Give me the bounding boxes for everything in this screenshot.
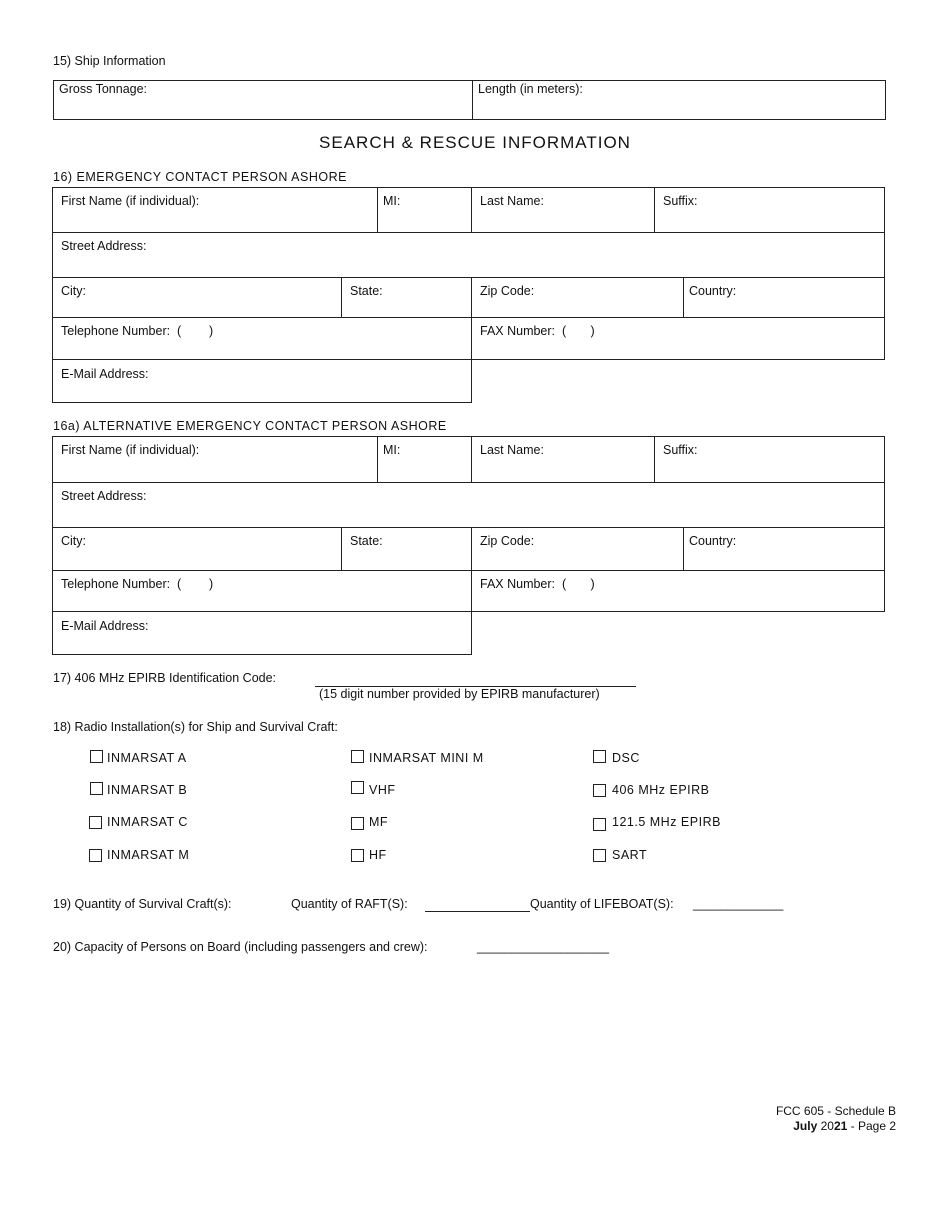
- label-inmarsat-m: INMARSAT M: [107, 848, 190, 862]
- footer-year-suffix: 21: [833, 1119, 848, 1133]
- capacity-input[interactable]: ___________________: [477, 940, 610, 954]
- label-121-5-epirb: 121.5 MHz EPIRB: [612, 815, 721, 829]
- checkbox-inmarsat-a[interactable]: [90, 750, 103, 763]
- epirb-note: (15 digit number provided by EPIRB manufacturer): [319, 687, 600, 701]
- contact2-email-field[interactable]: [52, 611, 472, 655]
- gross-tonnage-label: Gross Tonnage:: [59, 82, 148, 96]
- contact1-heading: 16) EMERGENCY CONTACT PERSON ASHORE: [53, 170, 347, 184]
- contact1-phone-field[interactable]: [53, 318, 472, 359]
- contact1-state-field[interactable]: [342, 278, 472, 318]
- checkbox-dsc[interactable]: [593, 750, 606, 763]
- label-inmarsat-mini-m: INMARSAT MINI M: [369, 751, 484, 765]
- gross-tonnage-field[interactable]: [54, 81, 473, 119]
- ship-info-heading: 15) Ship Information: [53, 54, 166, 68]
- contact1-email-field[interactable]: [52, 359, 472, 403]
- mi-label: MI:: [383, 194, 401, 208]
- label-inmarsat-c: INMARSAT C: [107, 815, 188, 829]
- checkbox-inmarsat-mini-m[interactable]: [351, 750, 364, 763]
- checkbox-121-5-epirb[interactable]: [593, 818, 606, 831]
- contact2-city-field[interactable]: [53, 528, 342, 571]
- phone-label: Telephone Number: ( ): [61, 324, 214, 338]
- zip-label: Zip Code:: [480, 534, 535, 548]
- first-name-label: First Name (if individual):: [61, 443, 200, 457]
- contact2-phone-field[interactable]: [53, 571, 472, 611]
- footer-year-prefix: 20: [817, 1119, 834, 1133]
- section-title: SEARCH & RESCUE INFORMATION: [319, 133, 631, 152]
- epirb-label: 17) 406 MHz EPIRB Identification Code:: [53, 671, 277, 685]
- contact1-suffix-field[interactable]: [655, 188, 884, 233]
- country-label: Country:: [689, 284, 737, 298]
- contact2-suffix-field[interactable]: [655, 437, 884, 483]
- phone-label: Telephone Number: ( ): [61, 577, 214, 591]
- radio-heading: 18) Radio Installation(s) for Ship and Survival Craft:: [53, 720, 338, 734]
- label-inmarsat-b: INMARSAT B: [107, 783, 188, 797]
- contact1-country-field[interactable]: [684, 278, 884, 318]
- contact2-first-name-field[interactable]: [53, 437, 378, 483]
- checkbox-mf[interactable]: [351, 817, 364, 830]
- lifeboats-input[interactable]: _____________: [693, 897, 784, 911]
- contact2-mi-field[interactable]: [378, 437, 472, 483]
- mi-label: MI:: [383, 443, 401, 457]
- email-label: E-Mail Address:: [61, 619, 149, 633]
- label-inmarsat-a: INMARSAT A: [107, 751, 187, 765]
- contact2-fax-field[interactable]: [472, 571, 884, 611]
- checkbox-hf[interactable]: [351, 849, 364, 862]
- footer-month: July: [793, 1119, 818, 1133]
- checkbox-inmarsat-m[interactable]: [89, 849, 102, 862]
- contact2-street-field[interactable]: [53, 483, 884, 528]
- rafts-label: Quantity of RAFT(S):: [291, 897, 408, 911]
- contact2-state-field[interactable]: [342, 528, 472, 571]
- country-label: Country:: [689, 534, 737, 548]
- checkbox-inmarsat-b[interactable]: [90, 782, 103, 795]
- length-label: Length (in meters):: [478, 82, 583, 96]
- contact1-street-field[interactable]: [53, 233, 884, 278]
- last-name-label: Last Name:: [480, 443, 544, 457]
- capacity-label: 20) Capacity of Persons on Board (including passengers and crew):: [53, 940, 428, 954]
- contact2-heading: 16a) ALTERNATIVE EMERGENCY CONTACT PERSON ASHORE: [53, 419, 447, 433]
- contact1-table: [52, 187, 885, 360]
- label-vhf: VHF: [369, 783, 396, 797]
- footer-page: - Page 2: [847, 1119, 896, 1133]
- checkbox-sart[interactable]: [593, 849, 606, 862]
- label-hf: HF: [369, 848, 387, 862]
- footer-form-id: FCC 605 - Schedule B: [775, 1104, 896, 1118]
- lifeboats-label: Quantity of LIFEBOAT(S):: [530, 897, 674, 911]
- first-name-label: First Name (if individual):: [61, 194, 200, 208]
- street-label: Street Address:: [61, 489, 147, 503]
- fax-label: FAX Number: ( ): [480, 324, 595, 338]
- label-sart: SART: [612, 848, 648, 862]
- city-label: City:: [61, 534, 86, 548]
- street-label: Street Address:: [61, 239, 147, 253]
- checkbox-inmarsat-c[interactable]: [89, 816, 102, 829]
- city-label: City:: [61, 284, 86, 298]
- contact1-mi-field[interactable]: [378, 188, 472, 233]
- checkbox-vhf[interactable]: [351, 781, 364, 794]
- state-label: State:: [350, 534, 383, 548]
- survival-label: 19) Quantity of Survival Craft(s):: [53, 897, 232, 911]
- footer-date-page: [793, 1119, 896, 1133]
- checkbox-406-epirb[interactable]: [593, 784, 606, 797]
- suffix-label: Suffix:: [663, 443, 698, 457]
- email-label: E-Mail Address:: [61, 367, 149, 381]
- suffix-label: Suffix:: [663, 194, 698, 208]
- contact2-zip-field[interactable]: [472, 528, 684, 571]
- contact2-table: [52, 436, 885, 612]
- label-dsc: DSC: [612, 751, 640, 765]
- fax-label: FAX Number: ( ): [480, 577, 595, 591]
- zip-label: Zip Code:: [480, 284, 535, 298]
- label-406-epirb: 406 MHz EPIRB: [612, 783, 710, 797]
- label-mf: MF: [369, 815, 389, 829]
- contact2-last-name-field[interactable]: [472, 437, 655, 483]
- contact1-last-name-field[interactable]: [472, 188, 655, 233]
- state-label: State:: [350, 284, 383, 298]
- contact1-city-field[interactable]: [53, 278, 342, 318]
- last-name-label: Last Name:: [480, 194, 544, 208]
- length-field[interactable]: [473, 81, 885, 119]
- contact1-first-name-field[interactable]: [53, 188, 378, 233]
- ship-info-table: [53, 80, 886, 120]
- rafts-input[interactable]: [425, 911, 530, 912]
- contact1-zip-field[interactable]: [472, 278, 684, 318]
- contact1-fax-field[interactable]: [472, 318, 884, 359]
- contact2-country-field[interactable]: [684, 528, 884, 571]
